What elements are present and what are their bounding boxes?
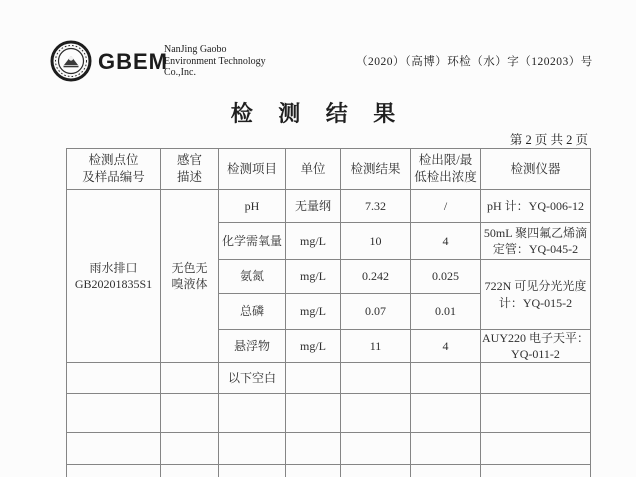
empty-cell <box>341 465 411 477</box>
empty-cell <box>219 394 286 433</box>
empty-cell <box>161 363 219 394</box>
empty-cell <box>286 433 341 465</box>
cell-item: 总磷 <box>219 294 286 330</box>
header-cell-result: 检测结果 <box>341 149 411 190</box>
empty-cell <box>67 363 161 394</box>
cell-result: 0.242 <box>341 260 411 294</box>
table-row-partial <box>67 465 591 477</box>
cell-instrument: 722N 可见分光光度 计：YQ-015-2 <box>481 260 591 330</box>
cell-limit: 0.01 <box>411 294 481 330</box>
table-row <box>67 394 591 433</box>
empty-cell <box>411 394 481 433</box>
empty-cell <box>341 394 411 433</box>
cell-limit: / <box>411 190 481 223</box>
empty-cell <box>286 465 341 477</box>
cell-sample-point: 雨水排口 GB20201835S1 <box>67 190 161 363</box>
cell-limit <box>411 363 481 394</box>
empty-cell <box>481 394 591 433</box>
company-name: NanJing Gaobo Environment Technology Co.,Inc. <box>164 44 266 78</box>
empty-cell <box>67 465 161 477</box>
cell-sense-desc: 无色无 嗅液体 <box>161 190 219 363</box>
empty-cell <box>481 433 591 465</box>
table-row <box>67 190 591 223</box>
cell-unit <box>286 363 341 394</box>
header-cell-limit: 检出限/最 低检出浓度 <box>411 149 481 190</box>
empty-cell <box>67 394 161 433</box>
cell-result: 0.07 <box>341 294 411 330</box>
empty-cell <box>219 433 286 465</box>
cell-instrument: 50mL 聚四氟乙烯滴 定管：YQ-045-2 <box>481 223 591 260</box>
cell-limit: 0.025 <box>411 260 481 294</box>
empty-cell <box>286 394 341 433</box>
empty-cell <box>67 433 161 465</box>
header-cell-item: 检测项目 <box>219 149 286 190</box>
empty-cell <box>219 465 286 477</box>
cell-result <box>341 363 411 394</box>
page-number: 第 2 页 共 2 页 <box>509 133 588 147</box>
table-row <box>67 363 591 394</box>
cell-unit: mg/L <box>286 330 341 363</box>
header-cell-unit: 单位 <box>286 149 341 190</box>
cell-item-blank-note: 以下空白 <box>219 363 286 394</box>
cell-item: 化学需氧量 <box>219 223 286 260</box>
empty-cell <box>341 433 411 465</box>
cell-item: 氨氮 <box>219 260 286 294</box>
empty-cell <box>161 433 219 465</box>
table-row <box>67 433 591 465</box>
gbem-seal-icon <box>50 40 92 82</box>
cell-unit: 无量纲 <box>286 190 341 223</box>
cell-result: 7.32 <box>341 190 411 223</box>
results-table <box>66 148 591 477</box>
cell-instrument: AUY220 电子天平： YQ-011-2 <box>482 331 589 362</box>
page-title: 检 测 结 果 <box>230 101 406 126</box>
empty-cell <box>161 394 219 433</box>
header-cell-instrument: 检测仪器 <box>481 149 591 190</box>
cell-limit: 4 <box>411 330 481 363</box>
cell-unit: mg/L <box>286 260 341 294</box>
cell-unit: mg/L <box>286 223 341 260</box>
empty-cell <box>481 465 591 477</box>
cell-result: 10 <box>341 223 411 260</box>
cell-unit: mg/L <box>286 294 341 330</box>
report-doc-number: （2020）（高博）环检（水）字（120203）号 <box>356 56 593 68</box>
empty-cell <box>161 465 219 477</box>
logo-gbem: GBEM <box>98 49 168 74</box>
header-cell-sense: 感官 描述 <box>161 149 219 190</box>
cell-result: 11 <box>341 330 411 363</box>
cell-limit: 4 <box>411 223 481 260</box>
table-header-row <box>67 149 591 190</box>
header-cell-point: 检测点位 及样品编号 <box>67 149 161 190</box>
empty-cell <box>411 465 481 477</box>
empty-cell <box>411 433 481 465</box>
cell-item: pH <box>219 190 286 223</box>
cell-item: 悬浮物 <box>219 330 286 363</box>
cell-instrument: pH 计：YQ-006-12 <box>481 190 591 223</box>
cell-instrument <box>481 363 591 394</box>
